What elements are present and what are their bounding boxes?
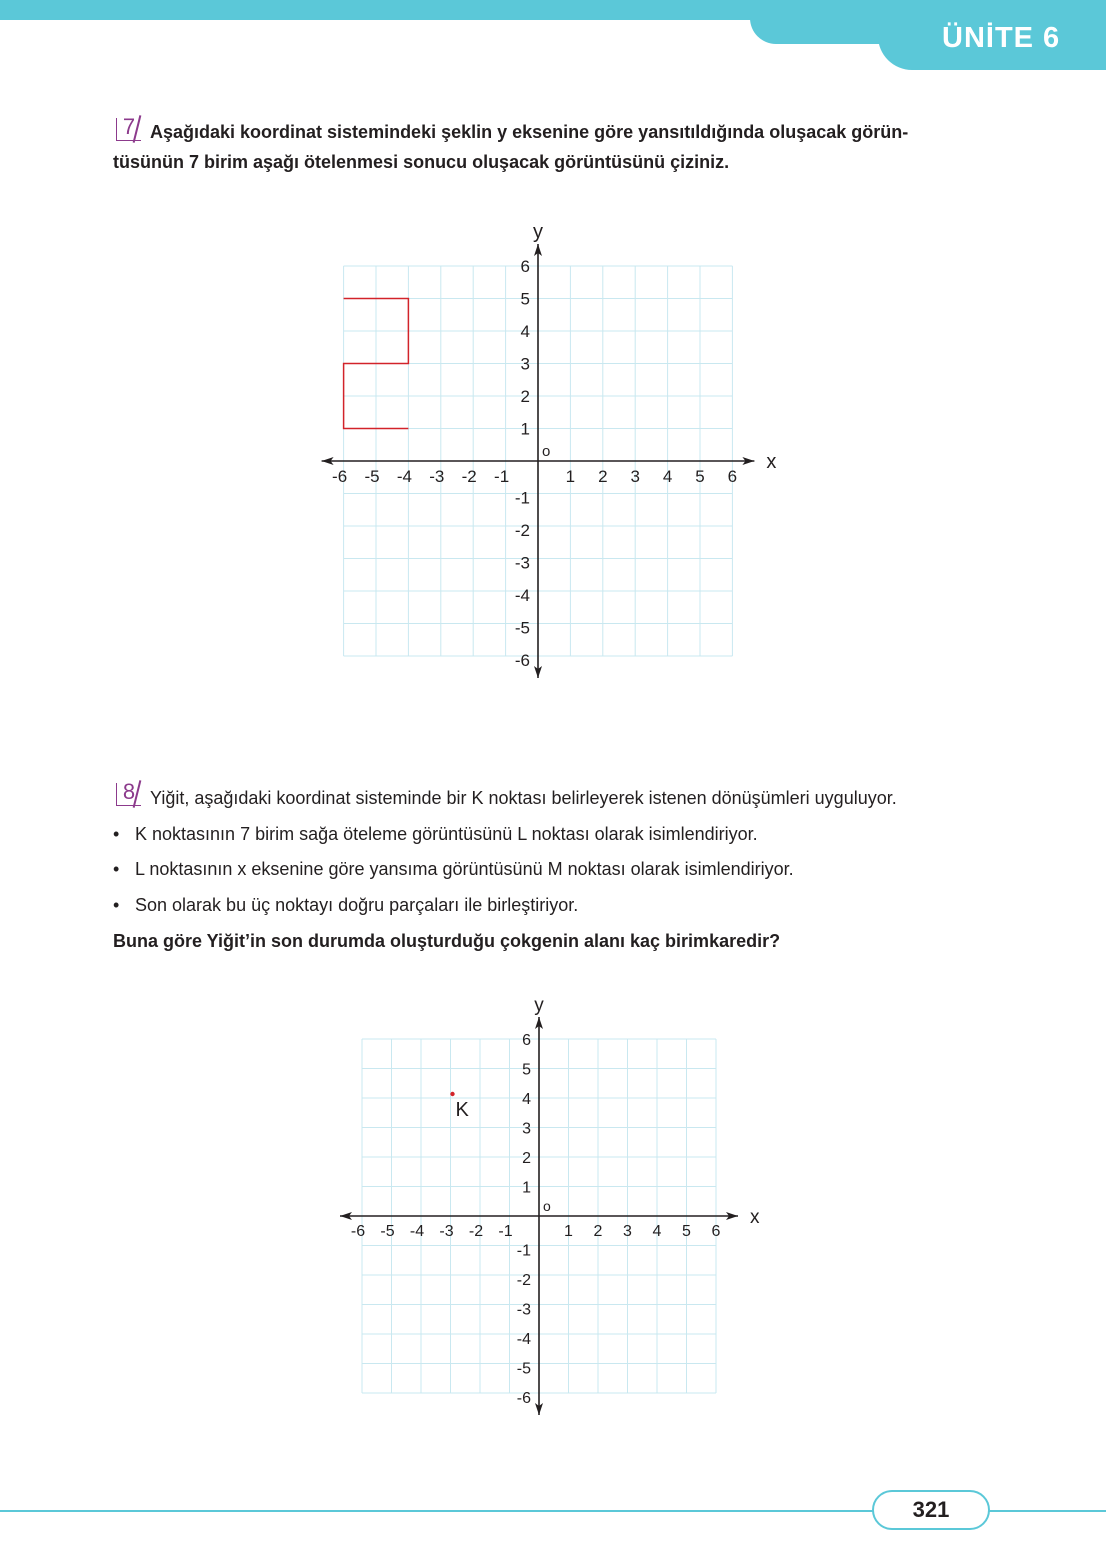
x-tick-label: 4: [662, 467, 673, 486]
question-8-bullet-3: Son olarak bu üç noktayı doğru parçaları ile birleştiriyor.: [135, 895, 579, 915]
question-8-bullet-1: K noktasının 7 birim sağa öteleme görüntüsünü L noktası olarak isimlendiriyor.: [135, 824, 758, 844]
question-7-number: 7: [122, 114, 136, 139]
origin-label: o: [542, 443, 551, 460]
y-axis-label: y: [534, 995, 544, 1016]
x-axis-label: x: [766, 451, 777, 473]
x-tick-label: 4: [652, 1223, 662, 1240]
y-tick-label: -4: [514, 586, 530, 605]
x-tick-label: 3: [630, 467, 640, 486]
y-axis-label: y: [533, 221, 543, 243]
y-tick-label: -3: [516, 1301, 531, 1319]
question-8-question: Buna göre Yiğit’in son durumda oluşturduğu çokgenin alanı kaç birimkaredir?: [113, 931, 781, 951]
y-tick-label: 6: [522, 1032, 531, 1049]
y-tick-label: 5: [520, 289, 530, 309]
y-tick-label: 4: [520, 322, 530, 341]
y-tick-label: -5: [516, 1360, 531, 1378]
y-tick-label: -2: [516, 1272, 531, 1289]
question-7-text-line2: tüsünün 7 birim aşağı ötelenmesi sonucu oluşacak görüntüsünü çiziniz.: [113, 152, 730, 172]
x-tick-label: -1: [498, 1223, 513, 1240]
y-tick-label: 3: [520, 354, 530, 374]
y-tick-label: -4: [516, 1331, 531, 1348]
x-tick-label: 2: [598, 467, 608, 486]
y-tick-label: 5: [522, 1061, 531, 1079]
y-tick-label: 1: [520, 419, 530, 439]
x-tick-label: -5: [364, 467, 380, 486]
x-tick-label: 6: [711, 1223, 721, 1240]
y-tick-label: -1: [514, 488, 530, 508]
x-tick-label: 6: [727, 467, 738, 486]
x-tick-label: 3: [623, 1223, 632, 1240]
y-tick-label: 1: [522, 1179, 531, 1197]
x-tick-label: -3: [439, 1223, 454, 1240]
y-tick-label: 6: [520, 257, 530, 276]
y-tick-label: -3: [514, 553, 530, 573]
x-tick-label: -6: [332, 467, 348, 486]
x-tick-label: 1: [565, 467, 576, 486]
y-tick-label: -5: [514, 618, 530, 638]
question-8-intro: Yiğit, aşağıdaki koordinat sisteminde bir K noktası belirleyerek istenen dönüşümleri uyguluyor.: [150, 788, 897, 808]
question-8-number: 8: [122, 779, 136, 804]
x-axis-label: x: [750, 1207, 760, 1228]
unit-label: ÜNİTE 6: [942, 22, 1061, 54]
point-k-dot: [450, 1092, 454, 1096]
x-tick-label: 5: [682, 1223, 691, 1240]
question-7-text-line1: Aşağıdaki koordinat sistemindeki şeklin y eksenine göre yansıtıldığında oluşacak görün-: [150, 122, 909, 142]
x-tick-label: 2: [593, 1223, 603, 1240]
bullet-marker: •: [113, 895, 120, 915]
x-tick-label: 1: [564, 1223, 573, 1240]
question-7-coordinate-grid: [300, 210, 790, 700]
y-tick-label: 2: [520, 387, 530, 406]
y-tick-label: -2: [514, 521, 530, 540]
question-7-number-badge: [116, 114, 142, 142]
x-tick-label: -4: [409, 1223, 425, 1240]
x-tick-label: -6: [350, 1223, 366, 1240]
x-tick-label: -2: [468, 1223, 484, 1240]
origin-label: o: [543, 1198, 551, 1214]
x-tick-label: -4: [396, 467, 412, 486]
question-8-bullet-2: L noktasının x eksenine göre yansıma görüntüsünü M noktası olarak isimlendiriyor.: [135, 859, 794, 879]
x-tick-label: -1: [494, 467, 510, 486]
question-8-coordinate-grid: [320, 985, 770, 1425]
y-tick-label: 4: [522, 1091, 531, 1108]
y-tick-label: -6: [514, 651, 530, 670]
y-tick-label: 3: [522, 1120, 531, 1138]
question-8-number-badge: [116, 779, 142, 807]
x-tick-label: -3: [429, 467, 445, 486]
bullet-marker: •: [113, 824, 120, 844]
x-tick-label: 5: [695, 467, 705, 486]
x-tick-label: -5: [380, 1223, 395, 1240]
x-tick-label: -2: [461, 467, 477, 486]
y-tick-label: 2: [522, 1150, 531, 1167]
point-k-label: K: [455, 1099, 469, 1121]
y-tick-label: -6: [516, 1390, 531, 1407]
page-number: 321: [912, 1497, 950, 1522]
bullet-marker: •: [113, 859, 120, 879]
y-tick-label: -1: [516, 1242, 531, 1260]
